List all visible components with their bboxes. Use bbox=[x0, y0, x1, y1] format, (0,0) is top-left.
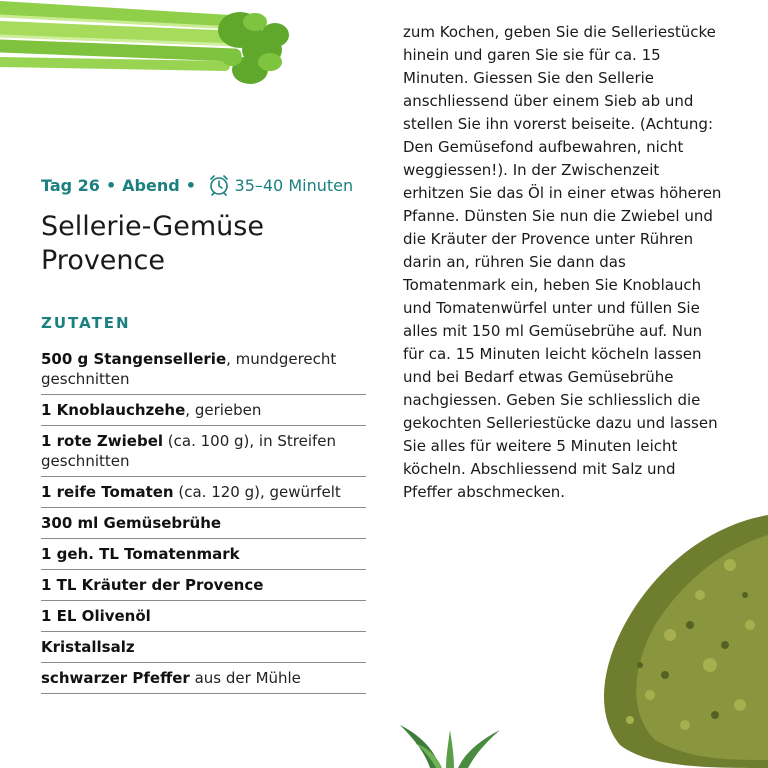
recipe-meta bbox=[41, 174, 353, 196]
day-label: Tag 26 bbox=[41, 176, 100, 195]
ingredient-name: 1 rote Zwiebel bbox=[41, 432, 164, 450]
ingredients-list bbox=[41, 344, 366, 694]
ingredient-item bbox=[41, 601, 366, 632]
ingredient-name: 1 Knoblauchzehe bbox=[41, 401, 186, 419]
ingredient-name: 300 ml Gemüsebrühe bbox=[41, 514, 222, 532]
ingredient-detail: aus der Mühle bbox=[189, 669, 301, 687]
alarm-clock-icon bbox=[208, 174, 230, 196]
ingredient-name: 1 EL Olivenöl bbox=[41, 607, 151, 625]
ingredient-detail: , gerieben bbox=[185, 401, 262, 419]
ingredient-name: Kristallsalz bbox=[41, 638, 135, 656]
ingredient-name: 1 TL Kräuter der Provence bbox=[41, 576, 264, 594]
ingredient-item bbox=[41, 395, 366, 426]
ingredient-detail: (ca. 120 g), gewürfelt bbox=[173, 483, 341, 501]
ingredient-detail: (ca. 100 g), in Streifen geschnitten bbox=[41, 432, 337, 470]
celery-image bbox=[0, 0, 300, 100]
ingredient-name: 1 reife Tomaten bbox=[41, 483, 174, 501]
ingredient-item bbox=[41, 344, 366, 395]
plant-image bbox=[380, 725, 520, 768]
ingredients-heading: ZUTATEN bbox=[41, 314, 131, 332]
ingredient-name: 500 g Stangensellerie bbox=[41, 350, 227, 368]
dried-herbs-image bbox=[590, 505, 768, 768]
ingredient-item bbox=[41, 539, 366, 570]
ingredient-name: schwarzer Pfeffer bbox=[41, 669, 190, 687]
ingredient-detail: , mundgerecht geschnitten bbox=[41, 350, 337, 388]
ingredient-item bbox=[41, 663, 366, 694]
ingredient-item bbox=[41, 426, 366, 477]
instructions bbox=[403, 21, 725, 504]
ingredient-item bbox=[41, 632, 366, 663]
ingredient-item bbox=[41, 508, 366, 539]
ingredient-item bbox=[41, 570, 366, 601]
instructions-text: zum Kochen, geben Sie die Selleriestücke hinein und garen Sie sie für ca. 15 Minuten. Giessen Sie den Sellerie anschliessend über einem Sieb ab und stellen Sie ihn vorerst beiseite. (Achtung: Den Gemüsefond aufbewahren, nicht weggiessen!). In der Zwischenzeit erhitzen Sie das Öl in einer etwas höheren Pfanne. Dünsten Sie nun die Zwiebel und die Kräuter der Provence unter Rühren darin an, rühren Sie dann das Tomatenmark ein, heben Sie Knoblauch und Tomatenwürfel unter und füllen Sie alles mit 150 ml Gemüsebrühe auf. Nun für ca. 15 Minuten leicht köcheln lassen und bei Bedarf etwas Gemüsebrühe nachgiessen. Geben Sie schliesslich die gekochten Selleriestücke dazu und lassen Sie alles für weitere 5 Minuten leicht köcheln. Abschliessend mit Salz und Pfeffer abschmecken. bbox=[403, 23, 722, 501]
ingredient-item bbox=[41, 477, 366, 508]
ingredient-name: 1 geh. TL Tomatenmark bbox=[41, 545, 240, 563]
meal-label: Abend bbox=[122, 176, 180, 195]
separator-dot: • bbox=[105, 176, 117, 195]
separator-dot: • bbox=[185, 176, 196, 195]
prep-time: 35–40 Minuten bbox=[234, 176, 354, 195]
recipe-title: Sellerie-Gemüse Provence bbox=[41, 211, 264, 276]
